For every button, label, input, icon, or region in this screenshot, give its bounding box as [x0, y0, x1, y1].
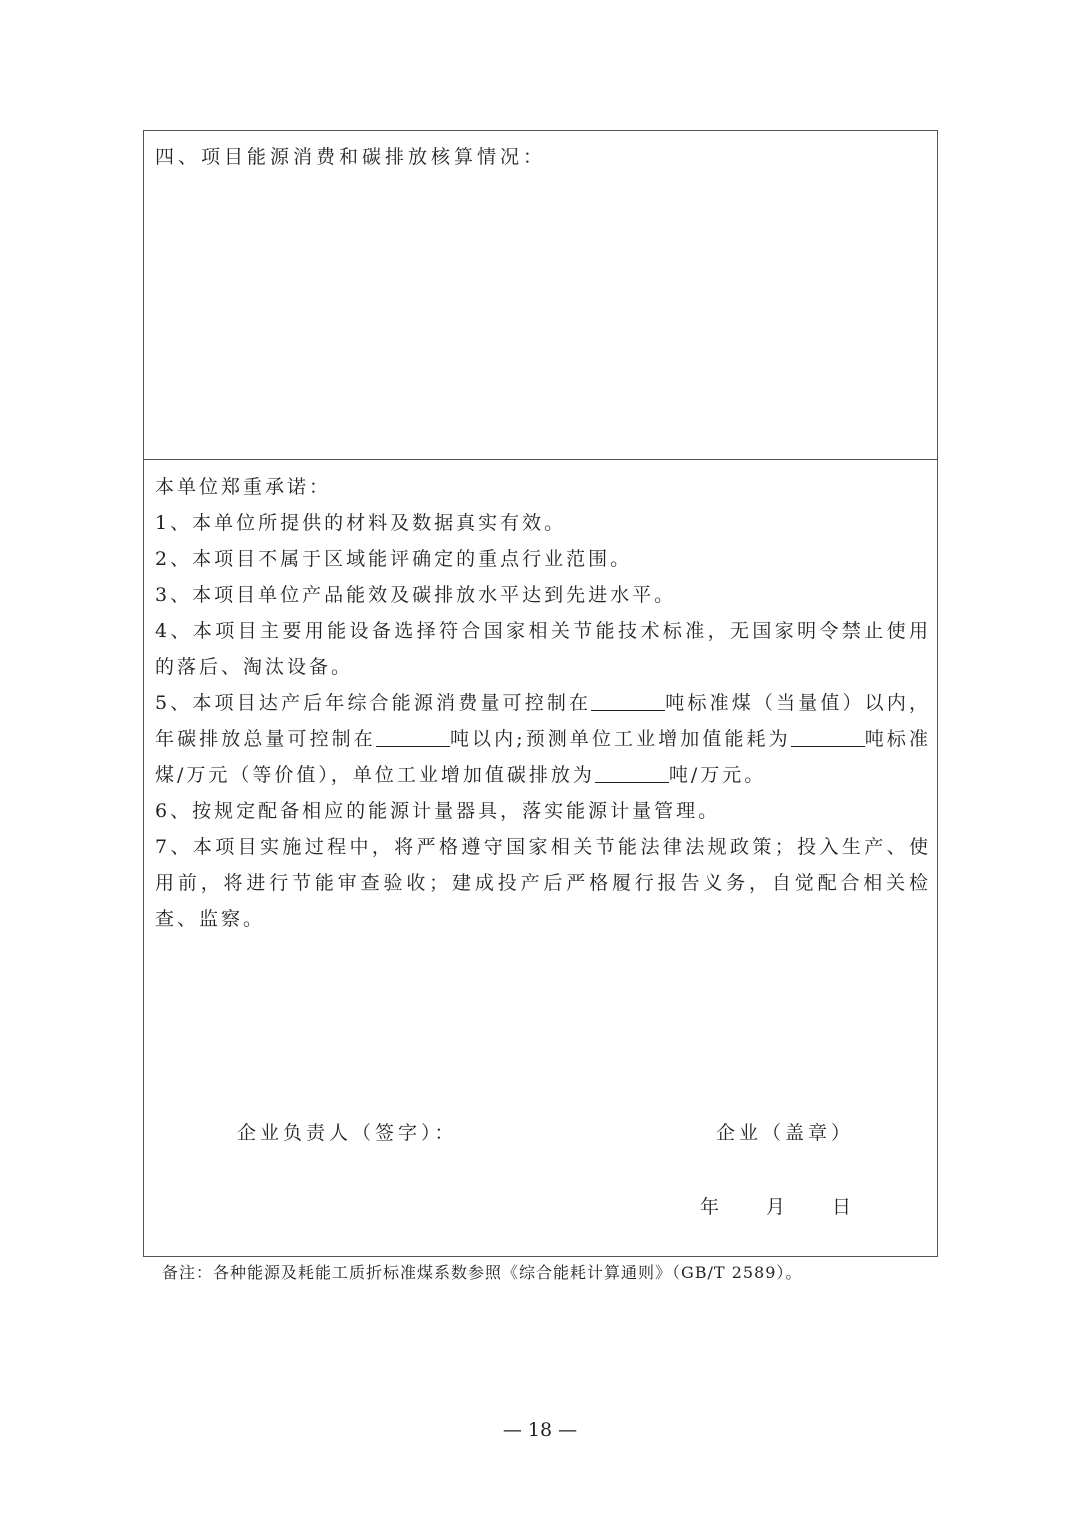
commitment-item-6: 6、按规定配备相应的能源计量器具，落实能源计量管理。	[155, 800, 721, 822]
date-year-label: 年	[700, 1196, 720, 1218]
declaration-form-table	[143, 130, 938, 1257]
annual-energy-blank[interactable]	[591, 688, 665, 711]
commitment-item-1: 1、本单位所提供的材料及数据真实有效。	[155, 512, 567, 534]
footnote: 备注：各种能源及耗能工质折标准煤系数参照《综合能耗计算通则》（GB/T 2589）。	[162, 1263, 803, 1282]
commitment-item-3: 3、本项目单位产品能效及碳排放水平达到先进水平。	[155, 584, 677, 606]
commitment-item-5	[155, 685, 931, 793]
energy-intensity-blank[interactable]	[791, 724, 865, 747]
company-seal-label: 企业（盖章）	[716, 1122, 855, 1144]
date-day-label: 日	[832, 1196, 852, 1218]
responsible-person-signature-label: 企业负责人（签字）：	[237, 1122, 458, 1144]
carbon-intensity-blank[interactable]	[595, 760, 669, 783]
commitment-heading: 本单位郑重承诺：	[155, 476, 332, 498]
item5-text-2: 吨标准煤（当量值）以内，年碳排放总量可控制在	[155, 692, 931, 750]
item5-text-4: 吨标准煤/万元（等价值），单位工业增加值碳排放为	[155, 728, 931, 786]
energy-carbon-accounting-section	[144, 131, 937, 460]
commitment-section	[155, 469, 931, 937]
item5-text-5: 吨/万元。	[668, 764, 767, 786]
item5-text-1: 5、本项目达产后年综合能源消费量可控制在	[155, 692, 592, 714]
item5-text-3: 吨以内;预测单位工业增加值能耗为	[449, 728, 791, 750]
commitment-item-4: 4、本项目主要用能设备选择符合国家相关节能技术标准，无国家明令禁止使用的落后、淘汰设备。	[155, 620, 931, 678]
page-number: — 18 —	[502, 1419, 578, 1441]
date-month-label: 月	[766, 1196, 786, 1218]
commitment-item-7: 7、本项目实施过程中，将严格遵守国家相关节能法律法规政策；投入生产、使用前，将进行节能审查验收；建成投产后严格履行报告义务，自觉配合相关检查、监察。	[155, 836, 931, 930]
commitment-item-2: 2、本项目不属于区域能评确定的重点行业范围。	[155, 548, 633, 570]
annual-carbon-blank[interactable]	[376, 724, 450, 747]
section-four-title: 四、项目能源消费和碳排放核算情况：	[155, 146, 547, 168]
